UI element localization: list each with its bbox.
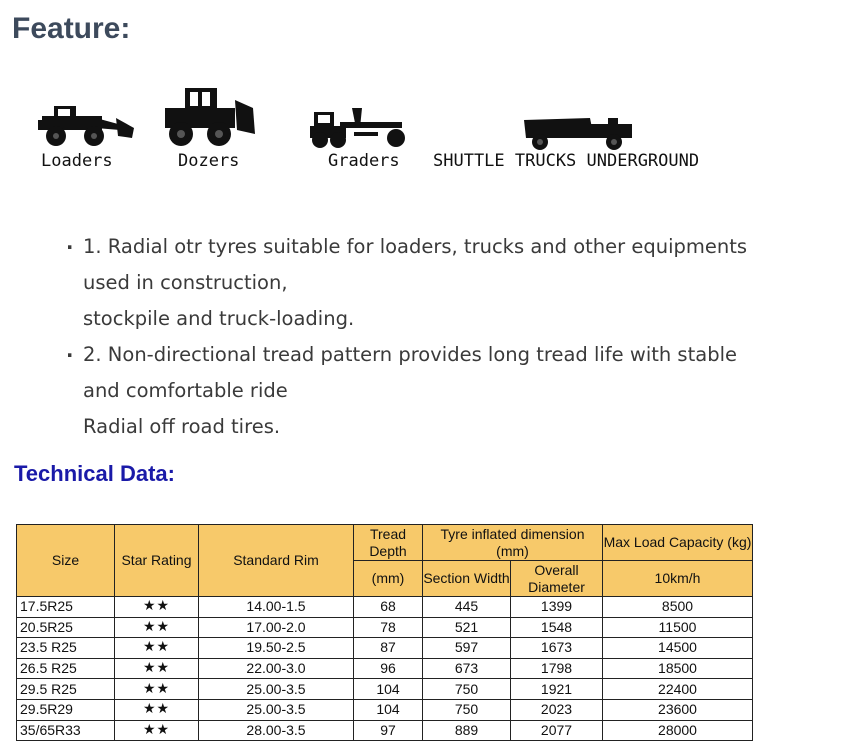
tread-depth-cell: 96 xyxy=(354,658,423,679)
tread-depth-cell: 68 xyxy=(354,597,423,618)
max-load-cell: 8500 xyxy=(603,597,753,618)
max-load-cell: 28000 xyxy=(603,720,753,741)
overall-diameter-cell: 2023 xyxy=(511,699,603,720)
star-rating-cell: ★★ xyxy=(115,617,199,638)
feature-line: and comfortable ride xyxy=(83,379,288,402)
section-width-cell: 750 xyxy=(423,679,511,700)
section-width-cell: 889 xyxy=(423,720,511,741)
tread-depth-cell: 104 xyxy=(354,679,423,700)
header-tread-depth: Tread Depth xyxy=(354,525,423,561)
grader-icon xyxy=(310,108,410,150)
underground-truck-icon xyxy=(522,114,634,150)
feature-line: 2. Non-directional tread pattern provides long tread life with stable xyxy=(83,343,737,366)
size-cell: 17.5R25 xyxy=(17,597,115,618)
overall-diameter-cell: 1548 xyxy=(511,617,603,638)
equipment-label-loaders: Loaders xyxy=(41,151,113,171)
overall-diameter-cell: 1673 xyxy=(511,638,603,659)
section-width-cell: 521 xyxy=(423,617,511,638)
header-standard-rim: Standard Rim xyxy=(199,525,354,597)
size-cell: 23.5 R25 xyxy=(17,638,115,659)
size-cell: 26.5 R25 xyxy=(17,658,115,679)
max-load-cell: 18500 xyxy=(603,658,753,679)
overall-diameter-cell: 1798 xyxy=(511,658,603,679)
feature-heading: Feature: xyxy=(12,12,131,45)
feature-line: Radial off road tires. xyxy=(83,415,281,438)
rim-cell: 28.00-3.5 xyxy=(199,720,354,741)
section-width-cell: 750 xyxy=(423,699,511,720)
tread-depth-cell: 78 xyxy=(354,617,423,638)
technical-data-table xyxy=(16,524,753,741)
table-row xyxy=(17,658,753,679)
star-rating-cell: ★★ xyxy=(115,699,199,720)
table-row xyxy=(17,617,753,638)
header-size: Size xyxy=(17,525,115,597)
equipment-label-graders: Graders xyxy=(328,151,400,171)
feature-list xyxy=(66,229,766,445)
table-row xyxy=(17,638,753,659)
star-rating-cell: ★★ xyxy=(115,597,199,618)
header-speed: 10km/h xyxy=(603,561,753,597)
max-load-cell: 23600 xyxy=(603,699,753,720)
size-cell: 20.5R25 xyxy=(17,617,115,638)
technical-data-heading: Technical Data: xyxy=(14,461,175,486)
max-load-cell: 14500 xyxy=(603,638,753,659)
header-tyre-inflated-dimension: Tyre inflated dimension (mm) xyxy=(423,525,603,561)
equipment-label-shuttle-trucks: SHUTTLE TRUCKS UNDERGROUND xyxy=(433,151,700,171)
rim-cell: 22.00-3.0 xyxy=(199,658,354,679)
feature-line: used in construction, xyxy=(83,271,288,294)
header-max-load: Max Load Capacity (kg) xyxy=(603,525,753,561)
max-load-cell: 22400 xyxy=(603,679,753,700)
tread-depth-cell: 97 xyxy=(354,720,423,741)
table-row xyxy=(17,679,753,700)
star-rating-cell: ★★ xyxy=(115,658,199,679)
feature-line: 1. Radial otr tyres suitable for loaders, trucks and other equipments xyxy=(83,235,748,258)
header-tread-depth-unit: (mm) xyxy=(354,561,423,597)
rim-cell: 19.50-2.5 xyxy=(199,638,354,659)
header-star-rating: Star Rating xyxy=(115,525,199,597)
feature-line: stockpile and truck-loading. xyxy=(83,307,355,330)
star-rating-cell: ★★ xyxy=(115,679,199,700)
rim-cell: 14.00-1.5 xyxy=(199,597,354,618)
loader-icon xyxy=(36,98,136,148)
table-row xyxy=(17,699,753,720)
section-width-cell: 597 xyxy=(423,638,511,659)
header-overall-diameter: Overall Diameter xyxy=(511,561,603,597)
feature-item xyxy=(66,229,766,337)
overall-diameter-cell: 2077 xyxy=(511,720,603,741)
table-row xyxy=(17,720,753,741)
size-cell: 35/65R33 xyxy=(17,720,115,741)
rim-cell: 25.00-3.5 xyxy=(199,679,354,700)
overall-diameter-cell: 1399 xyxy=(511,597,603,618)
section-width-cell: 445 xyxy=(423,597,511,618)
overall-diameter-cell: 1921 xyxy=(511,679,603,700)
tread-depth-cell: 87 xyxy=(354,638,423,659)
equipment-label-dozers: Dozers xyxy=(178,151,240,171)
header-section-width: Section Width xyxy=(423,561,511,597)
star-rating-cell: ★★ xyxy=(115,638,199,659)
rim-cell: 17.00-2.0 xyxy=(199,617,354,638)
tread-depth-cell: 104 xyxy=(354,699,423,720)
max-load-cell: 11500 xyxy=(603,617,753,638)
rim-cell: 25.00-3.5 xyxy=(199,699,354,720)
star-rating-cell: ★★ xyxy=(115,720,199,741)
size-cell: 29.5 R25 xyxy=(17,679,115,700)
feature-item xyxy=(66,337,766,445)
table-row xyxy=(17,597,753,618)
size-cell: 29.5R29 xyxy=(17,699,115,720)
section-width-cell: 673 xyxy=(423,658,511,679)
dozer-icon xyxy=(163,86,259,148)
